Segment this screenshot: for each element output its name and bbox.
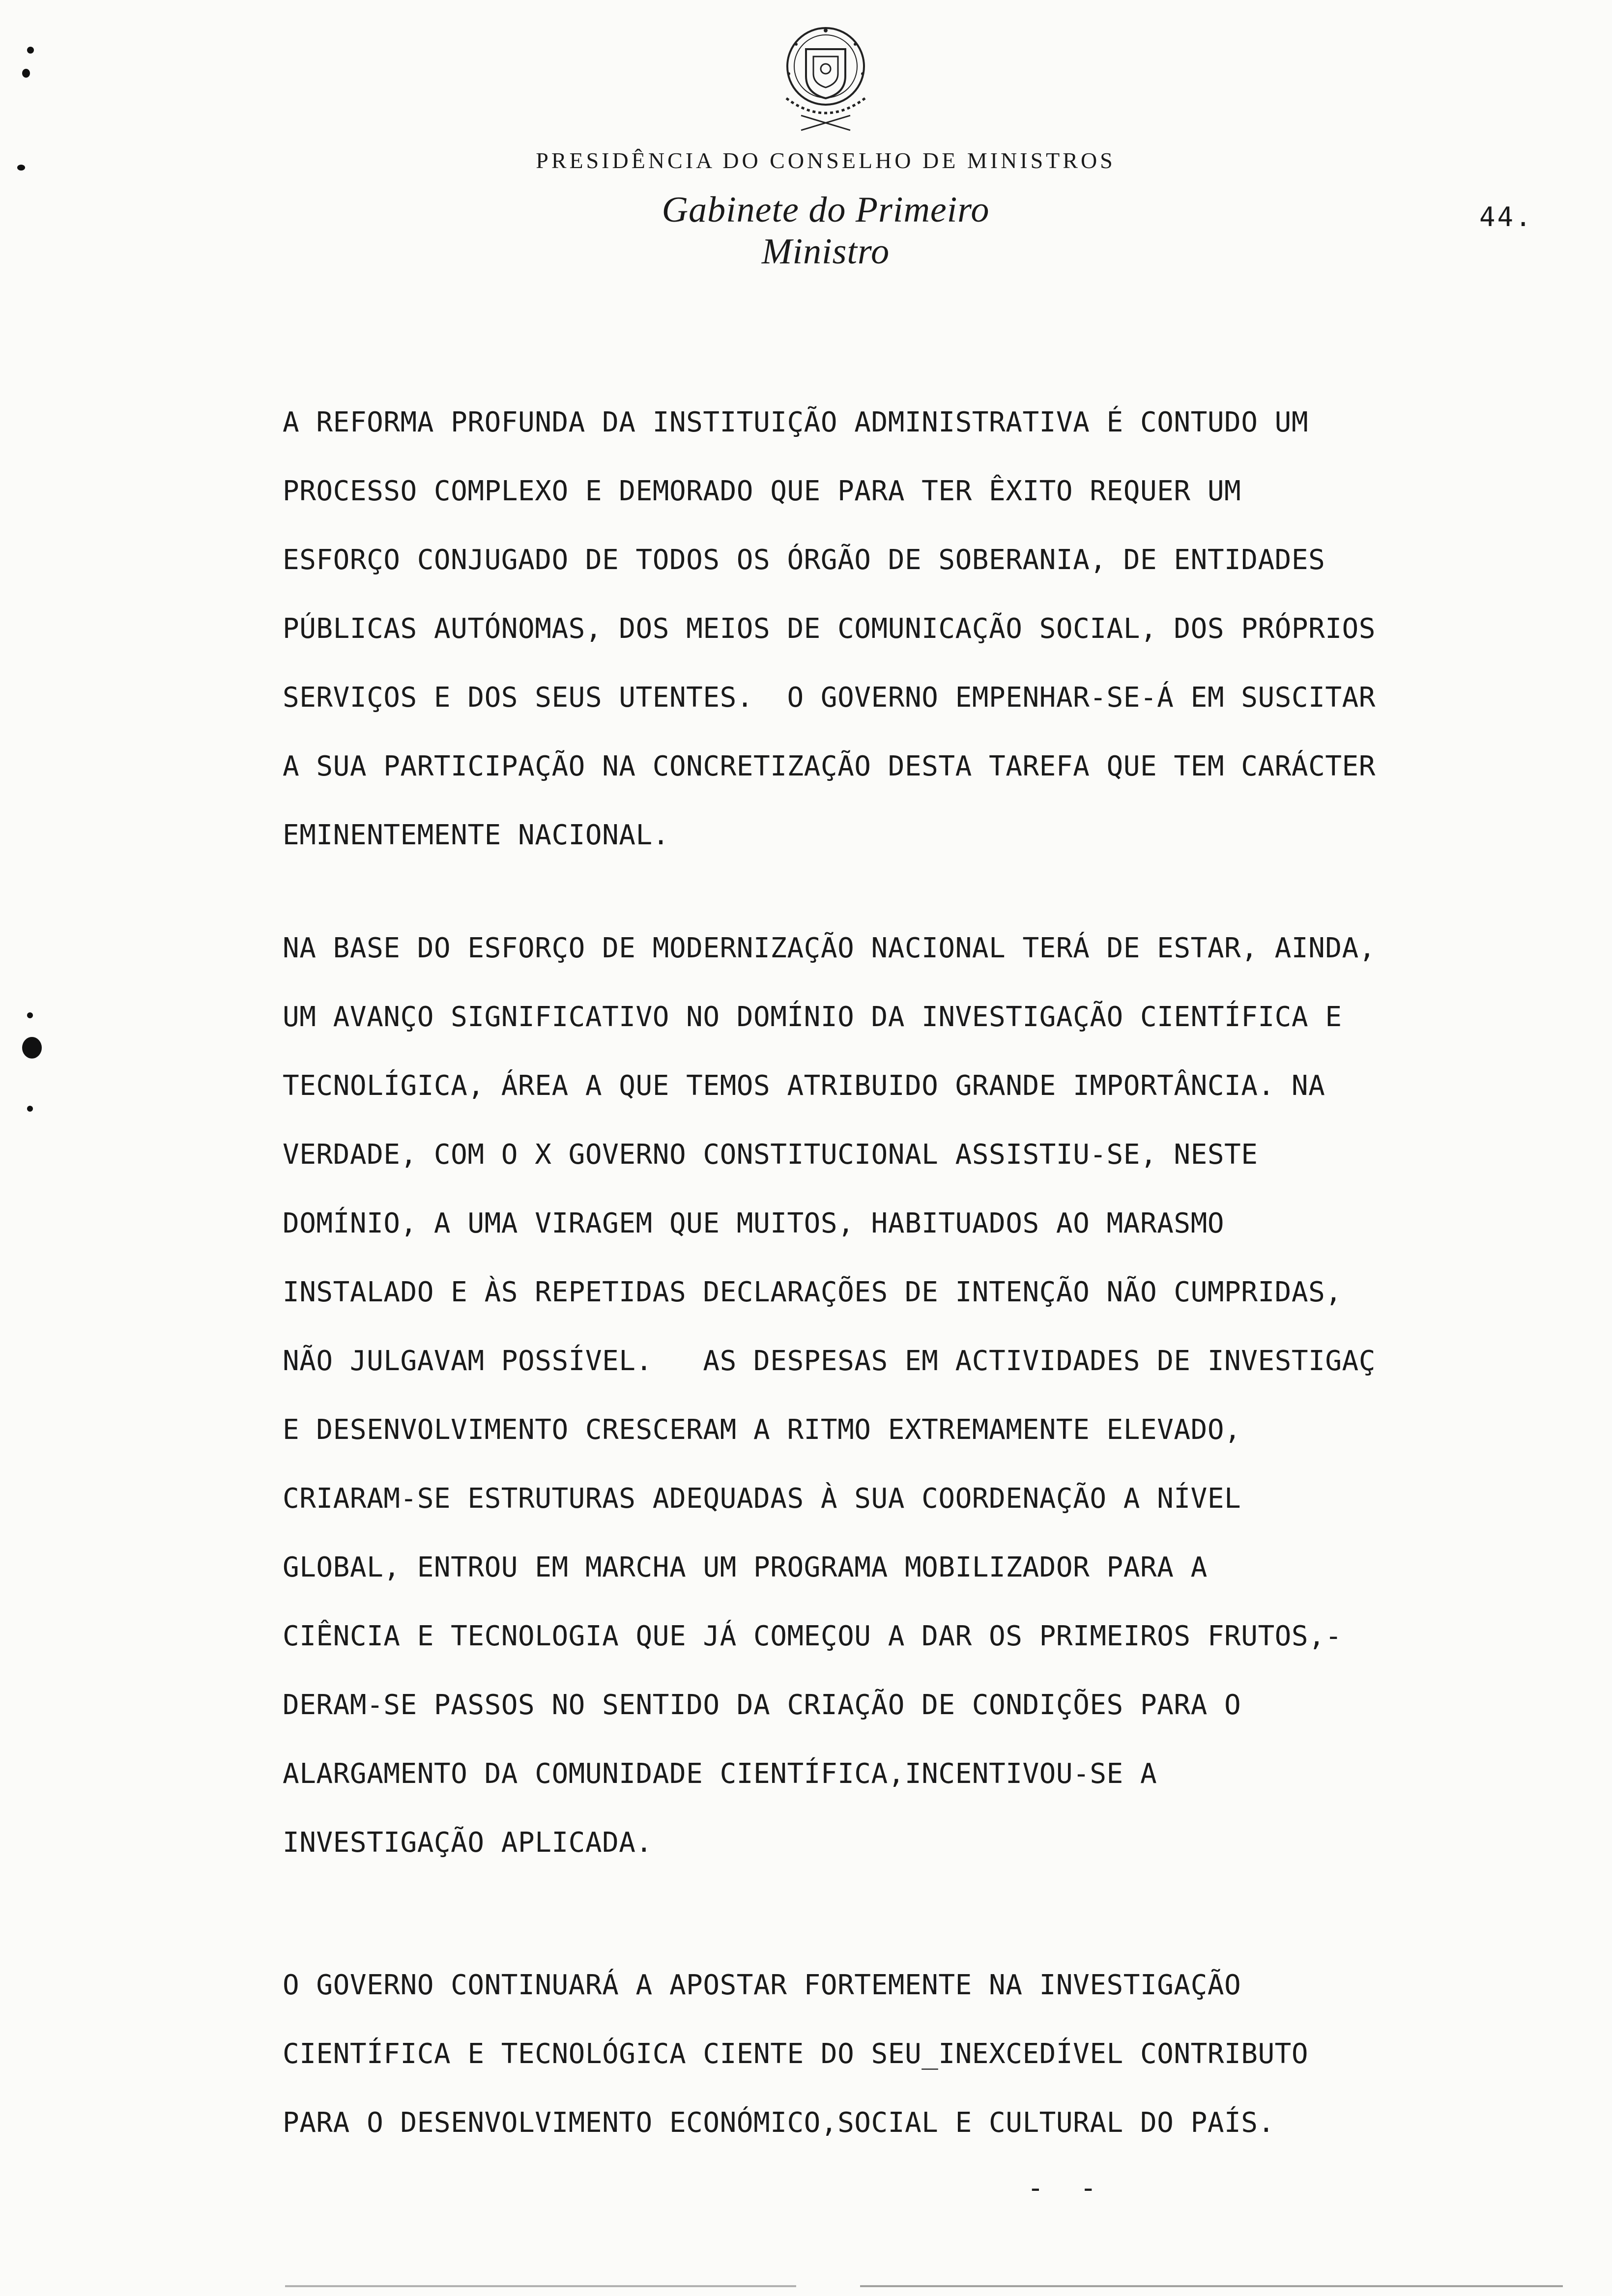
punch-hole-mark	[22, 1037, 42, 1059]
page-number: 44.	[1479, 201, 1533, 232]
office-signature-line: Gabinete do Primeiro Ministro	[662, 190, 990, 272]
text-line: VERDADE, COM O X GOVERNO CONSTITUCIONAL ASSISTIU-SE, NESTE	[283, 1139, 1258, 1171]
text-line: GLOBAL, ENTROU EM MARCHA UM PROGRAMA MOBILIZADOR PARA A	[283, 1551, 1208, 1583]
text-line: DOMÍNIO, A UMA VIRAGEM QUE MUITOS, HABITUADOS AO MARASMO	[283, 1207, 1225, 1239]
text-line: ESFORÇO CONJUGADO DE TODOS OS ÓRGÃO DE SOBERANIA, DE ENTIDADES	[283, 544, 1325, 576]
text-line: PARA O DESENVOLVIMENTO ECONÓMICO,SOCIAL E CULTURAL DO PAÍS.	[283, 2107, 1275, 2139]
text-line: CIÊNCIA E TECNOLOGIA QUE JÁ COMEÇOU A DAR OS PRIMEIROS FRUTOS,-	[283, 1620, 1342, 1652]
paragraph-2	[283, 914, 1610, 1877]
text-line: TECNOLÍGICA, ÁREA A QUE TEMOS ATRIBUIDO GRANDE IMPORTÂNCIA. NA	[283, 1070, 1325, 1102]
text-line: PROCESSO COMPLEXO E DEMORADO QUE PARA TER ÊXITO REQUER UM	[283, 475, 1241, 507]
text-line: NA BASE DO ESFORÇO DE MODERNIZAÇÃO NACIONAL TERÁ DE ESTAR, AINDA,	[283, 932, 1376, 964]
paragraph-1	[283, 388, 1610, 870]
text-line: CRIARAM-SE ESTRUTURAS ADEQUADAS À SUA COORDENAÇÃO A NÍVEL	[283, 1483, 1241, 1515]
text-line: CIENTÍFICA E TECNOLÓGICA CIENTE DO SEU_INEXCEDÍVEL CONTRIBUTO	[283, 2038, 1309, 2070]
text-line: E DESENVOLVIMENTO CRESCERAM A RITMO EXTREMAMENTE ELEVADO,	[283, 1414, 1241, 1446]
scan-speck	[17, 165, 25, 171]
text-line: NÃO JULGAVAM POSSÍVEL. AS DESPESAS EM ACTIVIDADES DE INVESTIGAÇ	[283, 1345, 1376, 1377]
text-line: ALARGAMENTO DA COMUNIDADE CIENTÍFICA,INCENTIVOU-SE A	[283, 1758, 1157, 1790]
scan-speck	[27, 1106, 33, 1112]
text-line: A REFORMA PROFUNDA DA INSTITUIÇÃO ADMINISTRATIVA É CONTUDO UM	[283, 406, 1309, 438]
organization-title: PRESIDÊNCIA DO CONSELHO DE MINISTROS	[536, 148, 1116, 173]
text-line: DERAM-SE PASSOS NO SENTIDO DA CRIAÇÃO DE CONDIÇÕES PARA O	[283, 1689, 1241, 1721]
paragraph-3	[283, 1951, 1610, 2157]
text-line: A SUA PARTICIPAÇÃO NA CONCRETIZAÇÃO DESTA TAREFA QUE TEM CARÁCTER	[283, 750, 1376, 782]
text-line: O GOVERNO CONTINUARÁ A APOSTAR FORTEMENTE NA INVESTIGAÇÃO	[283, 1969, 1241, 2001]
text-line: SERVIÇOS E DOS SEUS UTENTES. O GOVERNO EMPENHAR-SE-Á EM SUSCITAR	[283, 682, 1376, 714]
text-line: EMINENTEMENTE NACIONAL.	[283, 819, 669, 851]
scan-speck	[27, 47, 34, 54]
scan-speck	[22, 69, 30, 78]
text-line: UM AVANÇO SIGNIFICATIVO NO DOMÍNIO DA INVESTIGAÇÃO CIENTÍFICA E	[283, 1001, 1342, 1033]
text-line: INVESTIGAÇÃO APLICADA.	[283, 1827, 653, 1859]
text-line: PÚBLICAS AUTÓNOMAS, DOS MEIOS DE COMUNICAÇÃO SOCIAL, DOS PRÓPRIOS	[283, 613, 1376, 645]
coat-of-arms-seal-icon	[767, 20, 885, 143]
text-line: INSTALADO E ÀS REPETIDAS DECLARAÇÕES DE INTENÇÃO NÃO CUMPRIDAS,	[283, 1276, 1342, 1308]
scan-bottom-edge	[285, 2285, 1563, 2287]
continuation-mark: - -	[1027, 2172, 1107, 2204]
scan-speck	[27, 1012, 33, 1018]
